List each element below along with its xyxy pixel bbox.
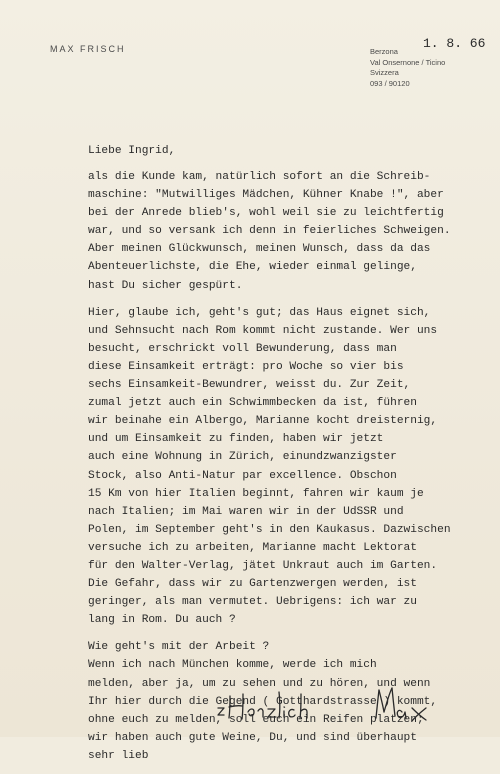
text-line: Die Gefahr, dass wir zu Gartenzwergen werden, ist bbox=[88, 578, 417, 591]
text-line: versuche ich zu arbeiten, Marianne macht Lektorat bbox=[88, 541, 417, 554]
letter-paragraph bbox=[88, 168, 493, 295]
text-line: und Sehnsucht nach Rom kommt nicht zustande. Wer uns bbox=[88, 324, 438, 337]
text-line: diese Einsamkeit erträgt: pro Woche so vier bis bbox=[88, 360, 404, 373]
letterhead-name: MAX FRISCH bbox=[50, 44, 126, 54]
text-line: Hier, glaube ich, geht's gut; das Haus eignet sich, bbox=[88, 306, 431, 319]
address-line: Svizzera bbox=[370, 68, 399, 77]
address-line: Berzona bbox=[370, 47, 398, 56]
text-line: und um Einsamkeit zu finden, haben wir jetzt bbox=[88, 433, 384, 446]
text-line: sehr lieb bbox=[88, 749, 149, 762]
text-line: Aber meinen Glückwunsch, meinen Wunsch, dass da das bbox=[88, 243, 431, 256]
letter-body bbox=[88, 144, 493, 774]
text-line: wir haben auch gute Weine, Du, und sind überhaupt bbox=[88, 731, 417, 744]
text-line: besucht, erschrickt voll Bewunderung, dass man bbox=[88, 342, 397, 355]
text-line: ohne euch zu melden, soll euch ein Reifen platzen; bbox=[88, 713, 424, 726]
text-line: melden, aber ja, um zu sehen und zu hören, und wenn bbox=[88, 677, 431, 690]
text-line: bei der Anrede blieb's, wohl weil sie zu leichtfertig bbox=[88, 207, 444, 220]
letter-paragraph bbox=[88, 304, 493, 630]
letterhead-address bbox=[370, 47, 445, 89]
letter-paragraphs bbox=[88, 168, 493, 765]
text-line: für den Walter-Verlag, jätet Unkraut auch im Garten. bbox=[88, 559, 438, 572]
text-line: Polen, im September geht's in den Kaukasus. Dazwischen bbox=[88, 523, 451, 536]
salutation: Liebe Ingrid, bbox=[88, 145, 176, 157]
text-line: geringer, als man vermutet. Uebrigens: ich war zu bbox=[88, 596, 417, 609]
text-line: als die Kunde kam, natürlich sofort an die Schreib- bbox=[88, 171, 431, 183]
letter-date: 1. 8. 66 bbox=[423, 36, 486, 51]
text-line: Wenn ich nach München komme, werde ich mich bbox=[88, 659, 377, 672]
text-line: Stock, also Anti-Natur par excellence. Obschon bbox=[88, 469, 397, 482]
text-line: maschine: "Mutwilliges Mädchen, Kühner Knabe !", aber bbox=[88, 189, 444, 202]
text-line: lang in Rom. Du auch ? bbox=[88, 614, 236, 627]
text-line: sechs Einsamkeit-Bewundrer, weisst du. Zur Zeit, bbox=[88, 379, 411, 392]
text-line: nach Italien; im Mai waren wir in der UdSSR und bbox=[88, 505, 404, 518]
text-line: auch eine Wohnung in Zürich, einundzwanzigster bbox=[88, 451, 397, 464]
address-line: Val Onsernone / Ticino bbox=[370, 57, 446, 67]
text-line: war, und so versank ich denn in feierliches Schweigen. bbox=[88, 225, 451, 238]
address-line: 093 / 90120 bbox=[370, 78, 410, 88]
text-line: wir beinahe ein Albergo, Marianne kocht dreisternig, bbox=[88, 415, 438, 428]
text-line: 15 Km von hier Italien beginnt, fahren wir kaum je bbox=[88, 487, 424, 500]
text-line: Wie geht's mit der Arbeit ? bbox=[88, 641, 270, 654]
text-line: Ihr hier durch die Gegend ( Gotthardstrasse ) kommt, bbox=[88, 695, 438, 708]
handwritten-signature bbox=[216, 682, 446, 727]
text-line: zumal jetzt auch ein Schwimmbecken da ist, führen bbox=[88, 397, 417, 410]
text-line: Abenteuerlichste, die Ehe, wieder einmal gelinge, bbox=[88, 261, 417, 274]
text-line: hast Du sicher gespürt. bbox=[88, 279, 243, 292]
